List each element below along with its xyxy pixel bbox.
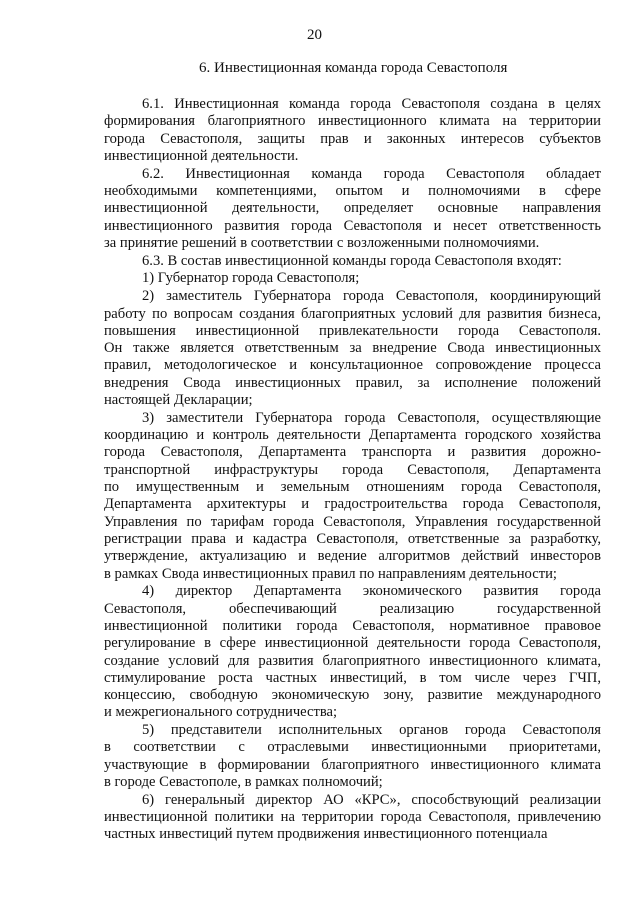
text-line: участвующие в формировании благоприятного инвестиционного климата	[104, 756, 601, 773]
text-line: 4) директор Департамента экономического развития города	[142, 583, 601, 600]
paragraph	[104, 96, 601, 165]
text-line: 6.3. В состав инвестиционной команды города Севастополя входят:	[142, 252, 562, 269]
paragraph	[104, 722, 601, 791]
text-line: 3) заместители Губернатора города Севастополя, осуществляющие	[142, 409, 601, 426]
text-line: в городе Севастополе, в рамках полномочий;	[104, 774, 383, 791]
paragraph	[104, 410, 601, 583]
paragraph	[104, 583, 601, 721]
text-line: 5) представители исполнительных органов города Севастополя	[142, 722, 601, 739]
text-line: координацию и контроль деятельности Департамента городского хозяйства	[104, 427, 601, 444]
document-body	[104, 96, 601, 844]
text-line: инвестиционной деятельности.	[104, 147, 299, 164]
text-line: Управления по тарифам города Севастополя, Управления государственной	[104, 513, 601, 530]
text-line: утверждение, актуализацию и ведение алгоритмов действий инвесторов	[104, 548, 601, 565]
text-line: 2) заместитель Губернатора города Севастополя, координирующий	[142, 288, 601, 305]
text-line: создание условий для развития благоприятного инвестиционного климата,	[104, 652, 601, 669]
text-line: регистрации права и кадастра Севастополя, ответственные за разработку,	[104, 530, 601, 547]
text-line: внедрения Свода инвестиционных правил, за исполнение положений	[104, 374, 601, 391]
page-number: 20	[307, 27, 322, 43]
text-line: регулирование в сфере инвестиционной деятельности города Севастополя,	[104, 635, 601, 652]
text-line: концессию, свободную экономическую зону, развитие международного	[104, 687, 601, 704]
text-line: 1) Губернатор города Севастополя;	[142, 270, 360, 287]
text-line: стимулирование роста частных инвестиций, в том числе через ГЧП,	[104, 669, 601, 686]
text-line: инвестиционной деятельности, определяет основные направления	[104, 200, 601, 217]
text-line: формирования благоприятного инвестиционного климата на территории	[104, 113, 601, 130]
text-line: правил, методологическое и консультационное сопровождение процесса	[104, 357, 601, 374]
text-line: за принятие решений в соответствии с возложенными полномочиями.	[104, 234, 540, 251]
text-line: Севастополя, обеспечивающий реализацию государственной	[104, 600, 601, 617]
text-line: инвестиционного развития города Севастополя и несет ответственность	[104, 217, 601, 234]
paragraph	[104, 270, 601, 287]
text-line: и межрегионального сотрудничества;	[104, 704, 338, 721]
text-line: по имущественным и земельным отношениям города Севастополя,	[104, 479, 601, 496]
text-line: 6.2. Инвестиционная команда города Севастополя обладает	[142, 165, 601, 182]
text-line: в соответствии с отраслевыми инвестиционными приоритетами,	[104, 739, 601, 756]
text-line: города Севастополя, Департамента транспорта и развития дорожно-	[104, 444, 601, 461]
text-line: в рамках Свода инвестиционных правил по направлениям деятельности;	[104, 565, 557, 582]
section-heading: 6. Инвестиционная команда города Севастополя	[199, 60, 508, 76]
text-line: Департамента архитектуры и градостроительства города Севастополя,	[104, 496, 601, 513]
paragraph	[104, 253, 601, 270]
paragraph	[104, 792, 601, 844]
text-line: инвестиционной политики города Севастополя, нормативное правовое	[104, 617, 601, 634]
text-line: города Севастополя, защиты прав и законных интересов субъектов	[104, 130, 601, 147]
paragraph	[104, 288, 601, 409]
text-line: работу по вопросам создания благоприятных условий для развития бизнеса,	[104, 305, 601, 322]
paragraph	[104, 166, 601, 252]
text-line: настоящей Декларации;	[104, 392, 253, 409]
text-line: 6) генеральный директор АО «КРС», способствующий реализации	[142, 791, 601, 808]
text-line: повышения инвестиционной привлекательности города Севастополя.	[104, 322, 601, 339]
text-line: Он также является ответственным за внедрение Свода инвестиционных	[104, 340, 601, 357]
text-line: инвестиционной политики на территории города Севастополя, привлечению	[104, 809, 601, 826]
text-line: частных инвестиций путем продвижения инвестиционного потенциала	[104, 826, 548, 843]
text-line: 6.1. Инвестиционная команда города Севастополя создана в целях	[142, 96, 601, 112]
text-line: необходимыми компетенциями, опытом и полномочиями в сфере	[104, 182, 601, 199]
text-line: транспортной инфраструктуры города Севастополя, Департамента	[104, 461, 601, 478]
